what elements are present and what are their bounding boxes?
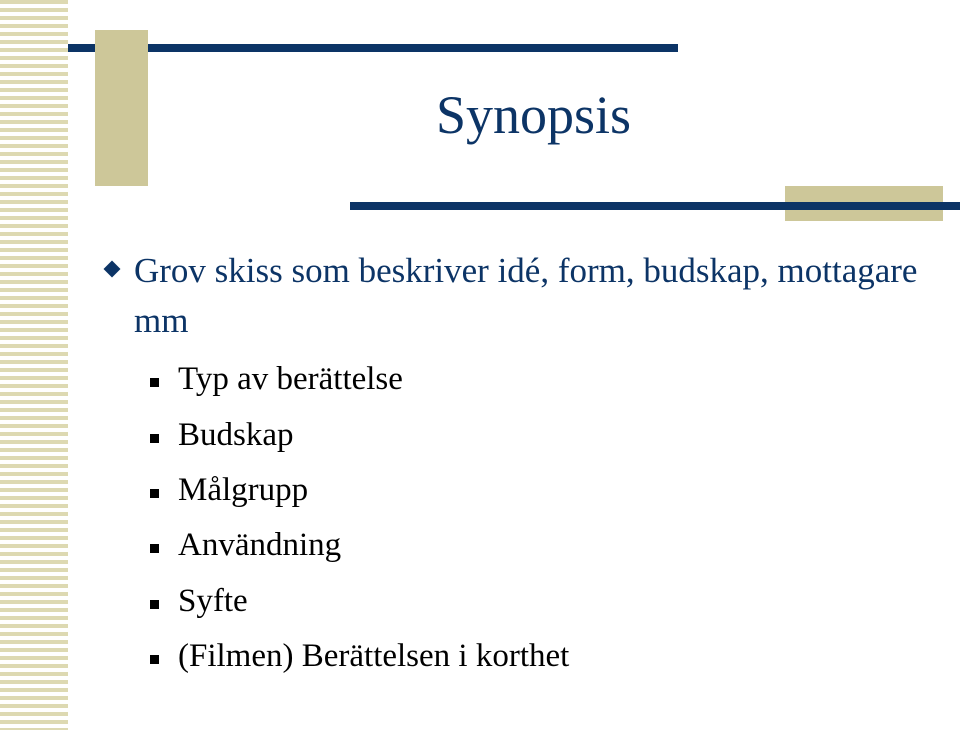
sub-bullet-text: Målgrupp bbox=[178, 471, 309, 508]
sub-bullet-item bbox=[150, 574, 569, 629]
square-bullet-icon bbox=[150, 378, 159, 387]
sub-bullet-text: (Filmen) Berättelsen i korthet bbox=[178, 638, 570, 675]
decorative-tan-block-top bbox=[95, 30, 148, 186]
sub-bullet-text: Användning bbox=[178, 527, 342, 564]
sub-bullet-text: Budskap bbox=[178, 416, 294, 453]
sub-bullet-list bbox=[150, 352, 569, 684]
square-bullet-icon bbox=[150, 544, 159, 553]
main-bullet-text: Grov skiss som beskriver idé, form, budskap, mottagare mm bbox=[134, 251, 918, 340]
diamond-bullet-icon bbox=[104, 261, 121, 278]
sub-bullet-item bbox=[150, 352, 569, 407]
square-bullet-icon bbox=[150, 655, 159, 664]
title-underline bbox=[350, 202, 960, 210]
top-rule-line bbox=[68, 44, 678, 52]
square-bullet-icon bbox=[150, 489, 159, 498]
sub-bullet-item bbox=[150, 629, 569, 684]
slide-title: Synopsis bbox=[436, 85, 632, 145]
decorative-stripe-band bbox=[0, 0, 68, 730]
square-bullet-icon bbox=[150, 434, 159, 443]
sub-bullet-text: Syfte bbox=[178, 582, 248, 619]
main-bullet-point bbox=[100, 246, 940, 346]
square-bullet-icon bbox=[150, 600, 159, 609]
sub-bullet-text: Typ av berättelse bbox=[178, 361, 403, 398]
sub-bullet-item bbox=[150, 463, 569, 518]
sub-bullet-item bbox=[150, 518, 569, 573]
sub-bullet-item bbox=[150, 407, 569, 462]
